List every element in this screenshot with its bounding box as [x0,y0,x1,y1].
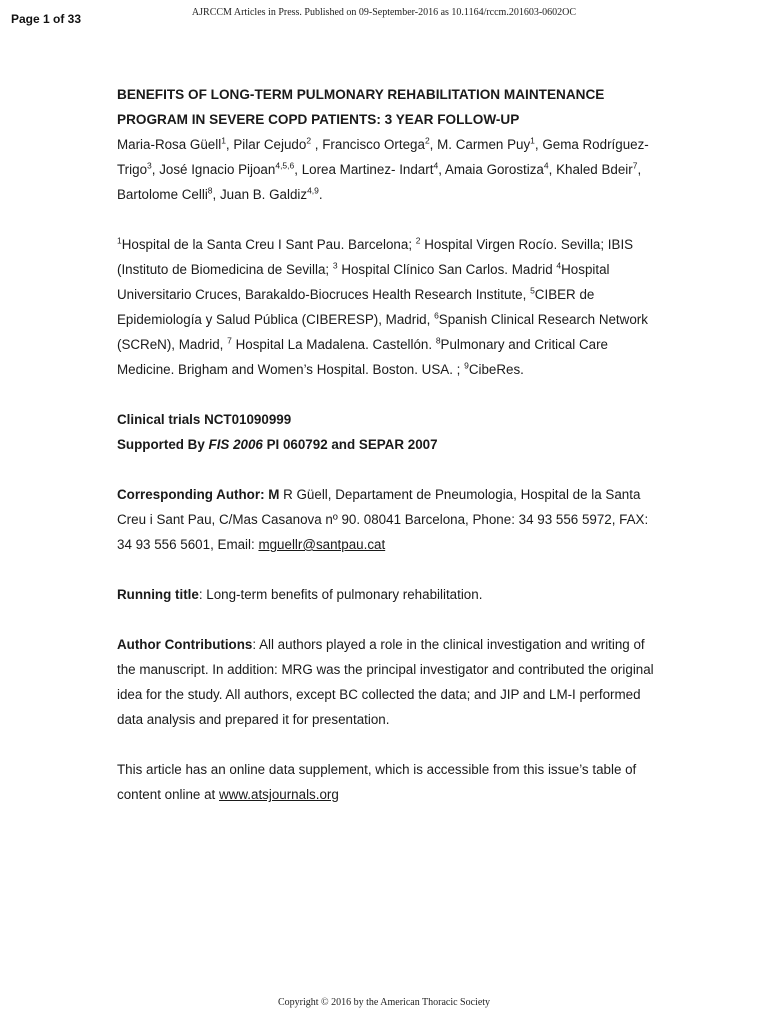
author-separator: , [438,162,445,177]
affiliation-text: Hospital de la Santa Creu I Sant Pau. Barcelona; [121,237,416,252]
author-name: Gema Rodríguez-Trigo [117,137,649,177]
author-separator: , [311,137,323,152]
funding-statement [117,432,657,457]
author-name: José Ignacio Pijoan [159,162,276,177]
author-separator: , [212,187,220,202]
author-separator: , [429,137,438,152]
title-line-1: BENEFITS OF LONG-TERM PULMONARY REHABILITATION MAINTENANCE [117,87,605,102]
author-name: Maria-Rosa Güell [117,137,222,152]
funding-prefix: Supported By [117,437,209,452]
funding-suffix: PI 060792 and SEPAR 2007 [262,437,438,452]
author-affiliation-mark: 1 [530,135,535,146]
contributions-label: Author Contributions [117,637,253,652]
copyright-footer: Copyright © 2016 by the American Thoracic Society [277,997,491,1008]
running-title-label: Running title [117,587,199,602]
corresponding-label: Corresponding Author: [117,487,269,502]
author-name: M. Carmen Puy [437,137,531,152]
affiliation-text: CIBER de Epidemiología y Salud Pública (CIBERESP), Madrid, [117,287,595,327]
contributions-text: : All authors played a role in the clinical investigation and writing of the manuscript. In addition: MRG was the principal investigator and contributed the original idea for the study. All authors, except BC collected the data; and JIP and LM-I performed data analysis and prepared it for presentation. [117,637,654,727]
affiliation-mark: 8 [435,335,441,346]
author-affiliation-mark: 4,5,6 [275,160,295,171]
author-separator: , [534,137,543,152]
author-name: Pilar Cejudo [233,137,307,152]
affiliation-mark: 1 [117,235,122,246]
author-contributions [117,632,657,732]
running-title [117,582,657,607]
affiliation-mark: 7 [227,335,232,346]
author-separator: . [318,187,323,202]
article-front-matter [117,82,657,807]
author-separator: , [637,162,642,177]
supplement-text: This article has an online data supplement, which is accessible from this issue’s table of content online at [117,762,637,802]
author-name: Francisco Ortega [322,137,425,152]
journal-link[interactable]: www.atsjournals.org [219,787,339,802]
author-name: Khaled Bdeir [556,162,633,177]
author-affiliation-mark: 1 [221,135,226,146]
funding-italic: FIS 2006 [208,437,263,452]
author-affiliation-mark: 7 [632,160,638,171]
data-supplement [117,757,657,807]
affiliation-mark: 2 [415,235,421,246]
email-link[interactable]: mguellr@santpau.cat [258,537,386,552]
page-number: Page 1 of 33 [11,12,82,26]
clinical-trials: Clinical trials NCT01090999 [117,412,292,427]
author-affiliation-mark: 2 [424,135,430,146]
author-affiliation-mark: 8 [207,185,213,196]
author-affiliation-mark: 4,9 [307,185,319,196]
author-affiliation-mark: 2 [306,135,312,146]
title-line-2: PROGRAM IN SEVERE COPD PATIENTS: 3 YEAR FOLLOW-UP [117,112,520,127]
affiliation-text: Hospital Virgen Rocío. Sevilla; IBIS (Instituto de Biomedicina de Sevilla; [117,237,634,277]
corresponding-text: R Güell, Departament de Pneumologia, Hospital de la Santa Creu i Sant Pau, C/Mas Casanova nº 90. 08041 Barcelona, Phone: 34 93 556 5972, FAX: 34 93 556 5601, Email: [117,487,649,552]
author-affiliation-mark: 3 [147,160,152,171]
affiliation-text: Hospital Clínico San Carlos. Madrid [337,262,557,277]
article-title [117,82,657,132]
affiliation-text: Spanish Clinical Research Network (SCReN), Madrid, [117,312,648,352]
author-separator: , [294,162,302,177]
author-name: Juan B. Galdiz [219,187,308,202]
author-separator: , [225,137,234,152]
author-name: Amaia Gorostiza [444,162,544,177]
press-header: AJRCCM Articles in Press. Published on 09-September-2016 as 10.1164/rccm.201603-0602OC [191,7,577,18]
corresponding-initial: M [268,487,280,502]
affiliation-mark: 9 [464,360,469,371]
author-separator: , [151,162,160,177]
author-separator: , [548,162,557,177]
author-affiliation-mark: 4 [433,160,439,171]
author-name: Bartolome Celli [117,187,208,202]
affiliation-mark: 6 [434,310,439,321]
affiliation-text: Pulmonary and Critical Care Medicine. Brigham and Women’s Hospital. Boston. USA. ; [117,337,608,377]
affiliation-mark: 4 [556,260,562,271]
affiliation-mark: 3 [332,260,338,271]
affiliation-list [117,232,657,382]
author-name: Lorea Martinez- Indart [301,162,434,177]
affiliation-text: Hospital La Madalena. Castellón. [231,337,436,352]
author-list [117,132,657,207]
running-title-text: : Long-term benefits of pulmonary rehabilitation. [198,587,483,602]
affiliation-text: Hospital Universitario Cruces, Barakaldo-Biocruces Health Research Institute, [117,262,610,302]
affiliation-mark: 5 [530,285,535,296]
author-affiliation-mark: 4 [543,160,549,171]
corresponding-author [117,482,657,557]
affiliation-text: CibeRes. [468,362,524,377]
